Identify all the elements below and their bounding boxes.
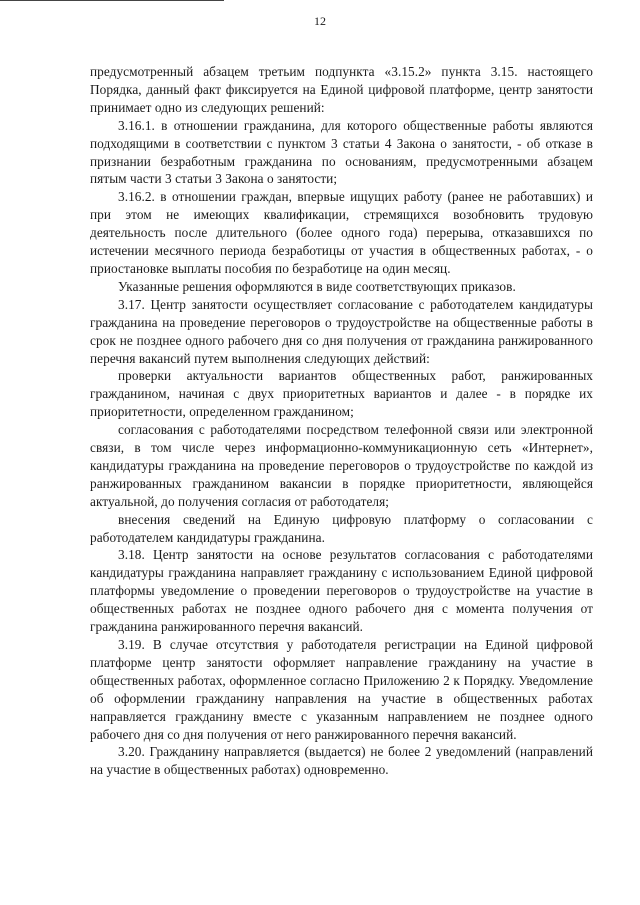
paragraph-3-18: 3.18. Центр занятости на основе результатов согласования с работодателями кандидатуры гражданина направляет гражданину с использованием Единой цифровой платформы уведомление о проведении переговоров о трудоустройстве на участие в общественных работах не позднее одного рабочего дня с момента получения от гражданина ранжированного перечня вакансий. — [90, 547, 593, 635]
paragraph-3-20: 3.20. Гражданину направляется (выдается) не более 2 уведомлений (направлений на участие в общественных работах) одновременно. — [90, 744, 593, 778]
paragraph-3-16-1: 3.16.1. в отношении гражданина, для которого общественные работы являются подходящими в соответствии с пунктом 3 статьи 4 Закона о занятости, - об отказе в признании безработным гражданина по основаниям, предусмотренными абзацем пятым части 3 статьи 3 Закона о занятости; — [90, 117, 593, 187]
scan-edge-line — [0, 0, 224, 1]
paragraph-3-19: 3.19. В случае отсутствия у работодателя регистрации на Единой цифровой платформе центр занятости оформляет направление гражданину на участие в общественных работах, оформленное согласно Приложению 2 к Порядку. Уведомление об оформлении гражданину направления на участие в общественных работах направляется гражданину вместе с указанным направлением не позднее одного рабочего дня со дня получения от него ранжированного перечня вакансий. — [90, 637, 593, 742]
paragraph-3-17: 3.17. Центр занятости осуществляет согласование с работодателем кандидатуры гражданина на проведение переговоров о трудоустройстве на общественные работы в срок не позднее одного рабочего дня со дня получения от гражданина ранжированного перечня вакансий путем выполнения следующих действий: — [90, 296, 593, 366]
paragraph-check-relevance: проверки актуальности вариантов общественных работ, ранжированных гражданином, начиная с двух приоритетных вариантов и далее - в порядке их приоритетности, определенном гражданином; — [90, 368, 593, 420]
paragraph-continuation: предусмотренный абзацем третьим подпункта «3.15.2» пункта 3.15. настоящего Порядка, данный факт фиксируется на Единой цифровой платформе, центр занятости принимает одно из следующих решений: — [90, 64, 593, 115]
paragraph-3-16-2: 3.16.2. в отношении граждан, впервые ищущих работу (ранее не работавших) и при этом не имеющих квалификации, стремящихся возобновить трудовую деятельность после длительного (более одного года) перерыва, отказавшихся по истечении месячного периода безработицы от участия в общественных работах, - о приостановке выплаты пособия по безработице на один месяц. — [90, 189, 593, 276]
paragraph-approval-with-employers: согласования с работодателями посредством телефонной связи или электронной связи, в том числе через информационно-коммуникационную сеть «Интернет», кандидатуры гражданина на проведение переговоров о трудоустройстве по каждой из ранжированных гражданином вакансии в порядке приоритетности, являющейся актуальной, до получения согласия от работодателя; — [90, 422, 593, 509]
paragraph-decisions-note: Указанные решения оформляются в виде соответствующих приказов. — [118, 278, 516, 294]
page-number: 12 — [314, 14, 326, 28]
paragraph-platform-entry: внесения сведений на Единую цифровую платформу о согласовании с работодателем кандидатуры гражданина. — [90, 511, 593, 545]
document-body — [90, 63, 593, 779]
